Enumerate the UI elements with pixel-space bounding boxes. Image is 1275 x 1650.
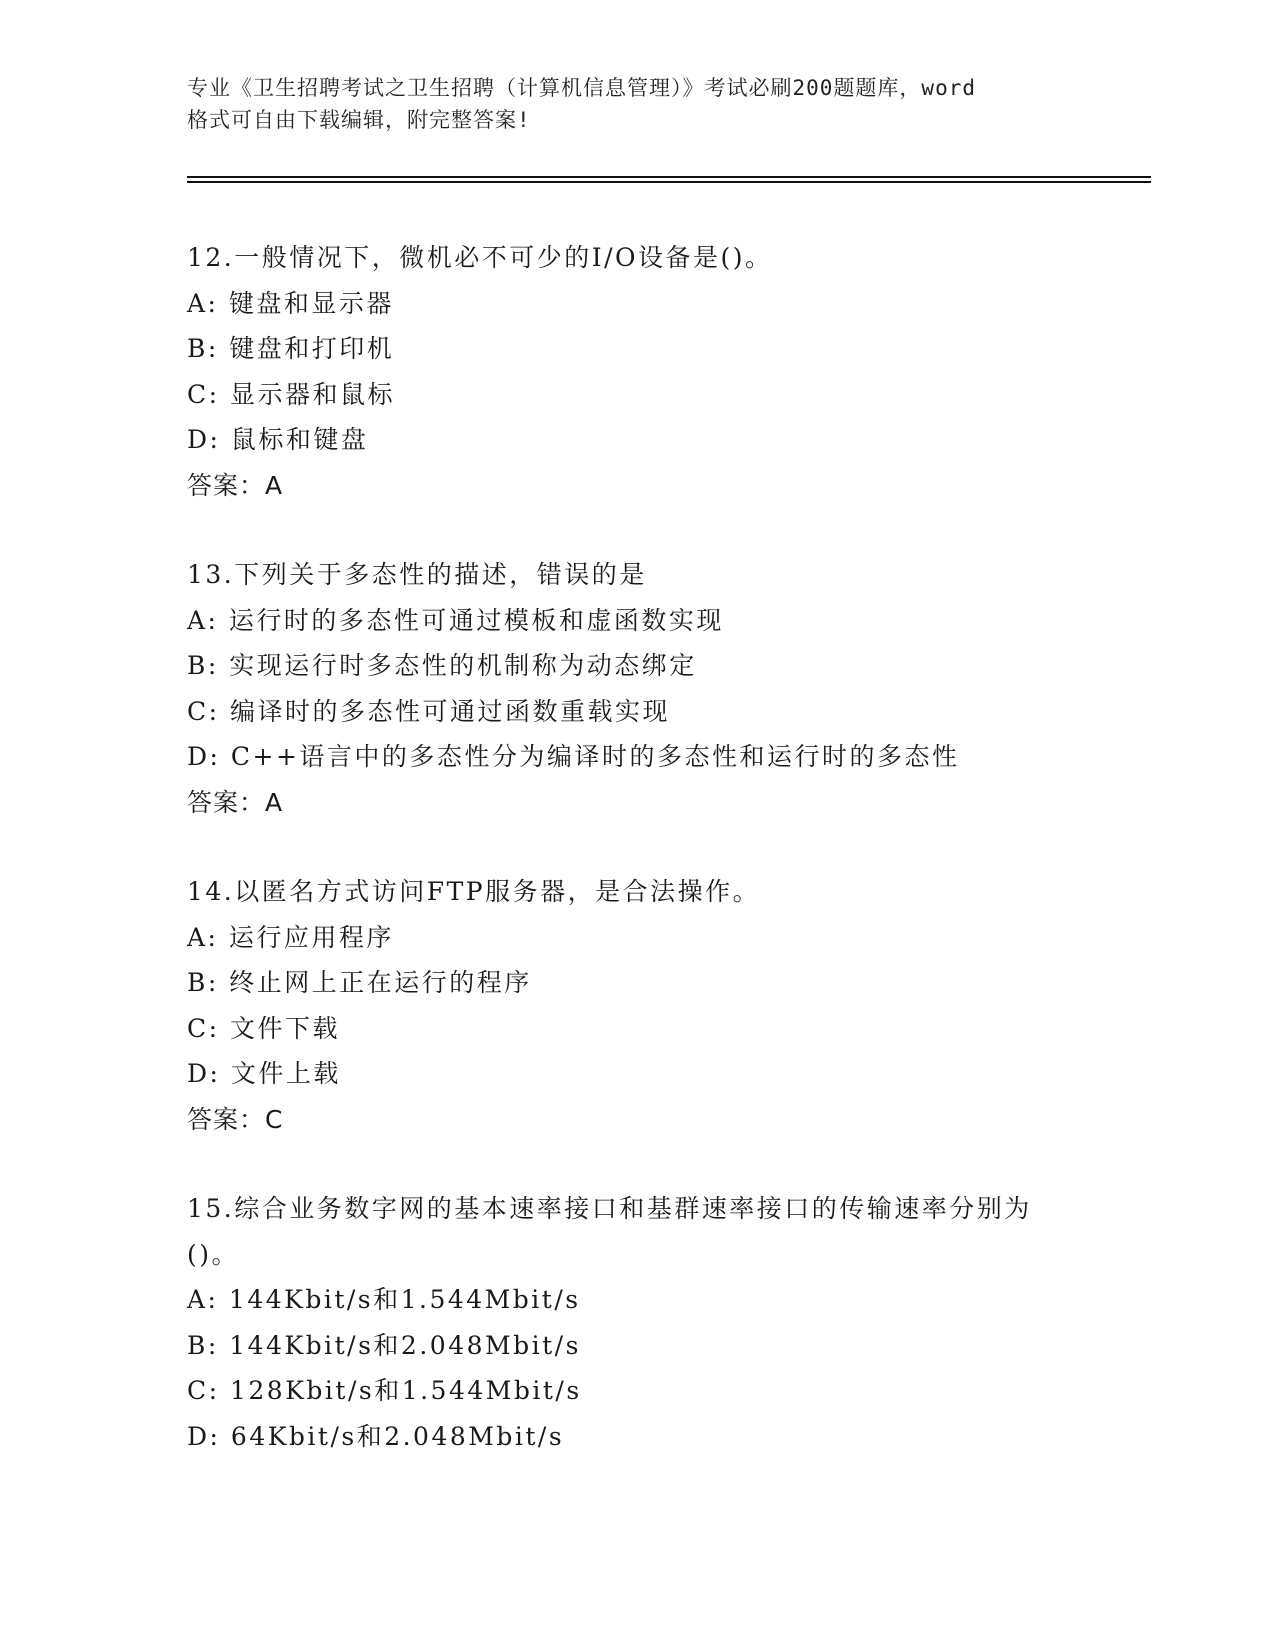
option-c: C: 128Kbit/s和1.544Mbit/s <box>187 1376 582 1405</box>
option-d: D: 鼠标和键盘 <box>187 425 369 454</box>
option-c: C: 编译时的多态性可通过函数重载实现 <box>187 696 670 726</box>
header-line-2: 格式可自由下载编辑，附完整答案! <box>187 108 531 132</box>
question-stem: 13.下列关于多态性的描述，错误的是 <box>187 560 647 589</box>
option-b: B: 144Kbit/s和2.048Mbit/s <box>187 1330 581 1360</box>
question-13 <box>187 552 1087 825</box>
option-a: A: 运行时的多态性可通过模板和虚函数实现 <box>187 605 724 635</box>
option-b: B: 键盘和打印机 <box>187 334 395 363</box>
answer-label: 答案：A <box>187 787 284 817</box>
header-divider-top <box>187 176 1151 178</box>
header-divider-bottom <box>187 181 1151 183</box>
question-stem-line-1: 15.综合业务数字网的基本速率接口和基群速率接口的传输速率分别为 <box>187 1194 1032 1223</box>
option-a: A: 144Kbit/s和1.544Mbit/s <box>187 1285 581 1314</box>
answer-label: 答案：A <box>187 470 284 500</box>
question-stem: 12.一般情况下，微机必不可少的I/O设备是()。 <box>187 243 773 272</box>
option-d: D: C++语言中的多态性分为编译时的多态性和运行时的多态性 <box>187 742 960 771</box>
question-15 <box>187 1186 1087 1459</box>
option-c: C: 显示器和鼠标 <box>187 379 395 409</box>
question-list <box>187 235 1087 1503</box>
question-stem-line-2: ()。 <box>187 1239 240 1269</box>
answer-label: 答案：C <box>187 1104 284 1134</box>
option-d: D: 64Kbit/s和2.048Mbit/s <box>187 1421 565 1451</box>
question-stem: 14.以匿名方式访问FTP服务器，是合法操作。 <box>187 877 761 906</box>
question-14 <box>187 869 1087 1142</box>
header-line-1: 专业《卫生招聘考试之卫生招聘（计算机信息管理）》考试必刷200题题库，word <box>187 76 976 100</box>
option-c: C: 文件下载 <box>187 1013 340 1043</box>
option-b: B: 终止网上正在运行的程序 <box>187 968 532 997</box>
document-header <box>187 72 1087 136</box>
option-a: A: 运行应用程序 <box>187 922 394 952</box>
option-a: A: 键盘和显示器 <box>187 288 394 318</box>
option-b: B: 实现运行时多态性的机制称为动态绑定 <box>187 651 697 680</box>
question-12 <box>187 235 1087 508</box>
option-d: D: 文件上载 <box>187 1059 341 1088</box>
